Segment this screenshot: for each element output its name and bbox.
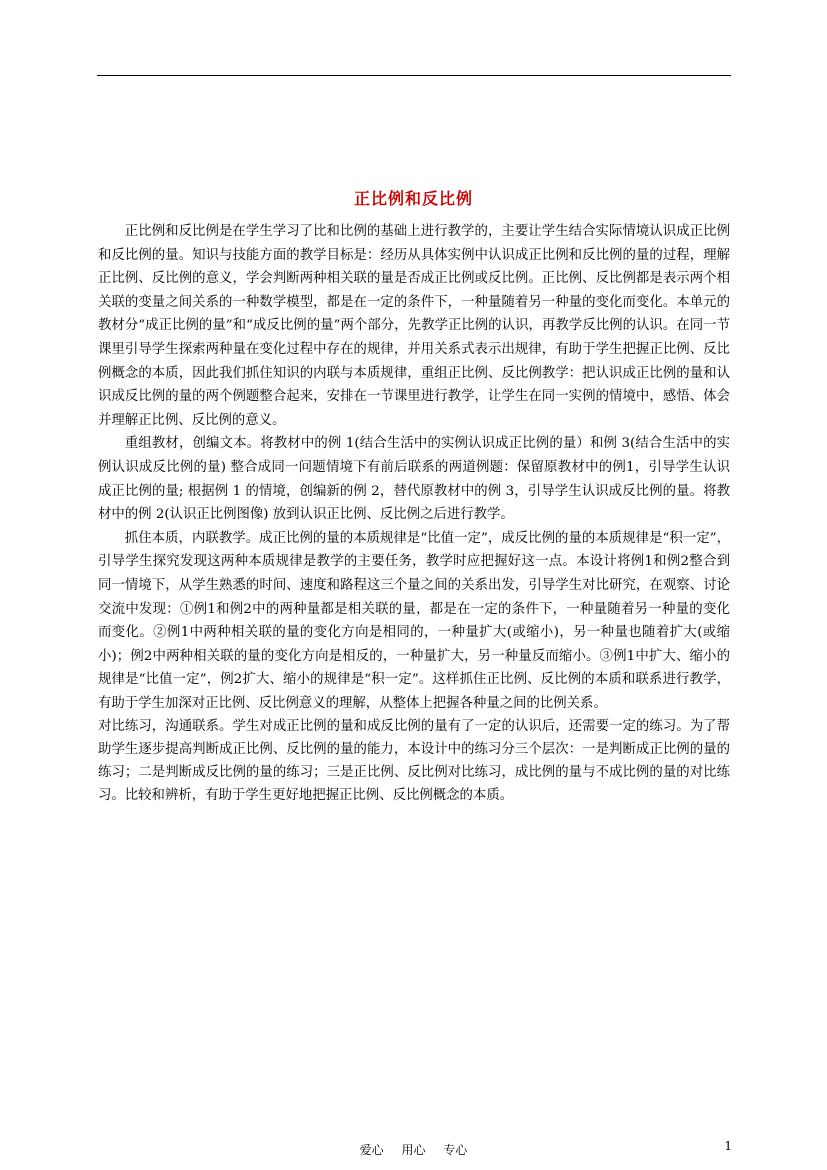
paragraph-restructure: 重组教材，创编文本。将教材中的例 1(结合生活中的实例认识成正比例的量）和例 3(结合生活中的实例认识成反比例的量) 整合成同一问题情境下有前后联系的两道例题：保留原教材中的例1，引导学生认识成正比例的量; 根据例 1 的情境，创编新的例 2，替代原教材中的例 3，引导学生认识成反比例的量。将教材中的例 2(认识正比例图像) 放到认识正比例、反比例之后进行教学。 <box>98 436 730 523</box>
paragraph-essence: 抓住本质，内联教学。成正比例的量的本质规律是“比值一定”，成反比例的量的本质规律是“积一定”，引导学生探究发现这两种本质规律是教学的主要任务，教学时应把握好这一点。本设计将例1和例2整合到同一情境下，从学生熟悉的时间、速度和路程这三个量之间的关系出发，引导学生对比研究，在观察、讨论交流中发现：①例1和例2中的两种量都是相关联的量，都是在一定的条件下，一种量随着另一种量的变化而变化。②例1中两种相关联的量的变化方向是相同的，一种量扩大(或缩小)，另一种量也随着扩大(或缩小)；例2中两种相关联的量的变化方向是相反的，一种量扩大，另一种量反而缩小。③例1中扩大、缩小的规律是“比值一定”，例2扩大、缩小的规律是“积一定”。这样抓住正比例、反比例的本质和联系进行教学，有助于学生加深对正比例、反比例意义的理解，从整体上把握各种量之间的比例关系。 <box>98 530 730 711</box>
document-title: 正比例和反比例 <box>353 189 473 208</box>
footer-motto: 爱心 用心 专心 <box>359 1143 468 1157</box>
document-body <box>98 220 730 807</box>
paragraph-practice: 对比练习，沟通联系。学生对成正比例的量和成反比例的量有了一定的认识后，还需要一定的练习。为了帮助学生逐步提高判断成正比例、反比例的量的能力，本设计中的练习分三个层次：一是判断成正比例的量的练习；二是判断成反比例的量的练习；三是正比例、反比例对比练习，成比例的量与不成比例的量的对比练习。比较和辨析，有助于学生更好地把握正比例、反比例概念的本质。 <box>98 719 730 804</box>
page-number: 1 <box>724 1139 732 1153</box>
paragraph-intro: 正比例和反比例是在学生学习了比和比例的基础上进行教学的，主要让学生结合实际情境认识成正比例和反比例的量。知识与技能方面的教学目标是：经历从具体实例中认识成正比例和反比例的量的过程，理解正比例、反比例的意义，学会判断两种相关联的量是否成正比例或反比例。正比例、反比例都是表示两个相关联的变量之间关系的一种数学模型，都是在一定的条件下，一种量随着另一种量的变化而变化。本单元的教材分“成正比例的量”和“成反比例的量”两个部分，先教学正比例的认识，再教学反比例的认识。在同一节课里引导学生探索两种量在变化过程中存在的规律，并用关系式表示出规律，有助于学生把握正比例、反比例概念的本质，因此我们抓住知识的内联与本质规律，重组正比例、反比例教学：把认识成正比例的量和认识成反比例的量的两个例题整合起来，安排在一节课里进行教学，让学生在同一实例的情境中，感悟、体会并理解正比例、反比例的意义。 <box>98 224 730 428</box>
header-rule <box>97 75 731 76</box>
